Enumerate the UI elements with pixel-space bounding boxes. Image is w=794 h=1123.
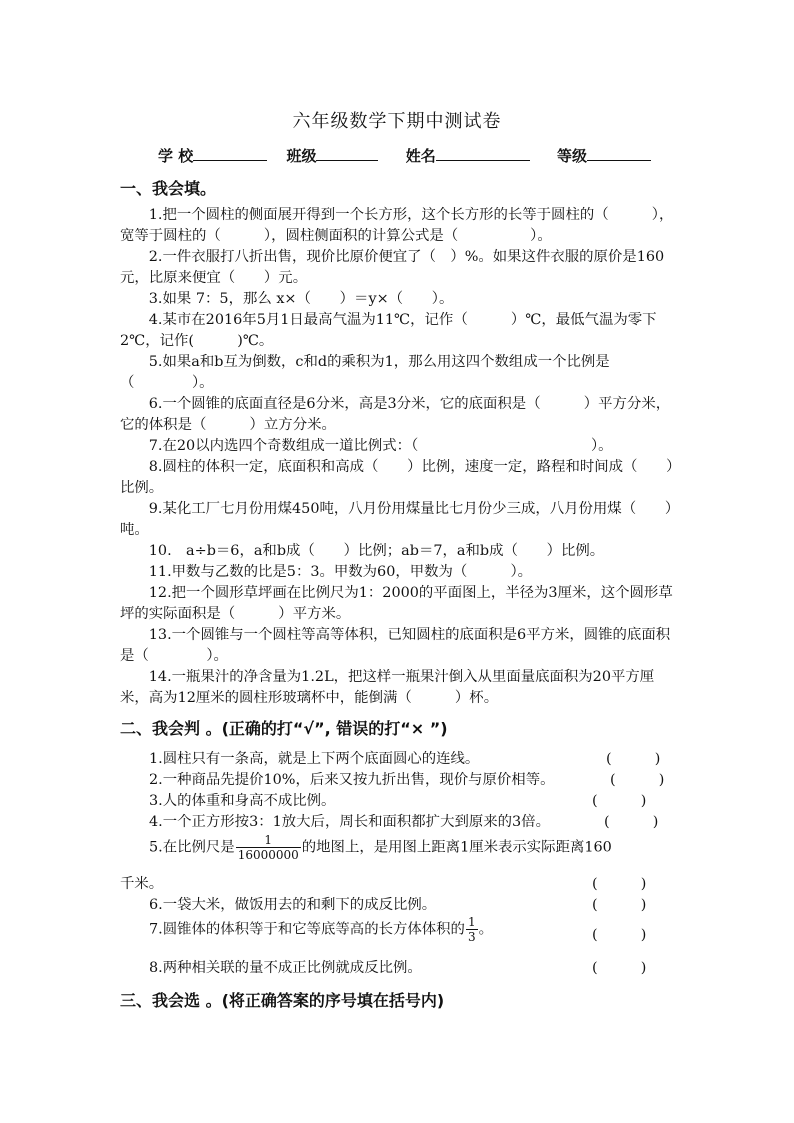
question-4: 4.某市在2016年5月1日最高气温为11℃，记作（ ）℃，最低气温为零下2℃，记作( )℃。 xyxy=(120,312,657,349)
section1-questions xyxy=(120,205,676,709)
name-blank[interactable] xyxy=(436,146,530,161)
section2-heading: 二、我会判 。(正确的打“√”, 错误的打“× ”) xyxy=(120,719,448,738)
section1-heading: 一、我会填。 xyxy=(120,179,217,198)
question-2: 2.一件衣服打八折出售，现价比原价便宜了（ ）%。如果这件衣服的原价是160元，比原来便宜（ ）元。 xyxy=(120,249,665,286)
question-10: 10. a÷b＝6，a和b成（ ）比例；ab＝7，a和b成（ ）比例。 xyxy=(120,543,605,559)
class-label: 班级 xyxy=(286,147,317,165)
judge-5-pre: 5.在比例尺是 xyxy=(149,839,235,856)
judge-5-answer[interactable]: ( ) xyxy=(592,876,647,892)
judge-7-text xyxy=(149,915,493,944)
third-denominator: 3 xyxy=(467,930,476,944)
third-numerator: 1 xyxy=(467,915,476,929)
judge-5-text xyxy=(149,833,612,862)
judge-8-text: 8.两种相关联的量不成正比例就成反比例。 xyxy=(149,960,422,976)
judge-6-text: 6.一袋大米，做饭用去的和剩下的成反比例。 xyxy=(149,897,437,913)
question-6: 6.一个圆锥的底面直径是6分米，高是3分米，它的底面积是（ ）平方分米，它的体积是（ ）立方分米。 xyxy=(120,396,671,433)
judge-4-answer[interactable]: ( ) xyxy=(604,814,659,830)
judge-6-answer[interactable]: ( ) xyxy=(592,897,647,913)
judge-2-answer[interactable]: ( ) xyxy=(610,772,665,788)
page-title: 六年级数学下期中测试卷 xyxy=(292,111,502,132)
scale-fraction xyxy=(236,833,301,862)
judge-5-cont: 千米。 xyxy=(120,876,164,892)
student-info-row xyxy=(158,145,651,166)
question-13: 13.一个圆锥与一个圆柱等高等体积，已知圆柱的底面积是6平方米，圆锥的底面积是（ ）。 xyxy=(120,627,671,664)
question-11: 11.甲数与乙数的比是5：3。甲数为60，甲数为（ ）。 xyxy=(120,564,533,580)
name-label: 姓名 xyxy=(405,147,436,165)
judge-item-8 xyxy=(120,956,680,980)
judge-1-answer[interactable]: ( ) xyxy=(606,751,661,767)
question-12: 12.把一个圆形草坪画在比例尺为1：2000的平面图上，半径为3厘米，这个圆形草坪的实际面积是（ ）平方米。 xyxy=(120,585,673,622)
question-9: 9.某化工厂七月份用煤450吨，八月份用煤量比七月份少三成，八月份用煤（ ）吨。 xyxy=(120,501,673,538)
judge-item-6 xyxy=(120,893,680,917)
question-5: 5.如果a和b互为倒数，c和d的乘积为1，那么用这四个数组成一个比例是（ ）。 xyxy=(120,354,610,391)
judge-3-text: 3.人的体重和身高不成比例。 xyxy=(149,793,336,809)
question-14: 14.一瓶果汁的净含量为1.2L，把这样一瓶果汁倒入从里面量底面积为20平方厘米，高为12厘米的圆柱形玻璃杯中，能倒满（ ）杯。 xyxy=(120,669,655,706)
judge-7-pre: 7.圆锥体的体积等于和它等底等高的长方体体积的 xyxy=(149,921,465,938)
scale-denominator: 16000000 xyxy=(237,848,299,862)
judge-4-text: 4.一个正方形按3：1放大后，周长和面积都扩大到原来的3倍。 xyxy=(149,814,550,830)
judge-5-post: 的地图上，是用图上距离1厘米表示实际距离160 xyxy=(301,839,612,856)
class-blank[interactable] xyxy=(316,146,378,161)
question-3: 3.如果 7：5，那么 x×（ ）＝y×（ ）。 xyxy=(120,291,454,307)
school-label: 学 校 xyxy=(158,147,194,165)
section3-heading: 三、我会选 。(将正确答案的序号填在括号内) xyxy=(120,991,445,1010)
judge-item-5 xyxy=(120,833,680,867)
judge-item-4 xyxy=(120,810,680,834)
school-blank[interactable] xyxy=(193,146,267,161)
grade-blank[interactable] xyxy=(587,146,651,161)
one-third-fraction xyxy=(466,915,478,944)
judge-8-answer[interactable]: ( ) xyxy=(592,960,647,976)
judge-item-7 xyxy=(120,915,680,949)
judge-7-answer[interactable]: ( ) xyxy=(592,927,647,943)
judge-7-post: 。 xyxy=(478,921,493,938)
judge-3-answer[interactable]: ( ) xyxy=(592,793,647,809)
judge-2-text: 2.一种商品先提价10%，后来又按九折出售，现价与原价相等。 xyxy=(149,772,555,788)
grade-label: 等级 xyxy=(556,147,587,165)
question-1: 1.把一个圆柱的侧面展开得到一个长方形，这个长方形的长等于圆柱的（ ），宽等于圆柱的（ ），圆柱侧面积的计算公式是（ ）。 xyxy=(120,207,674,244)
question-7: 7.在20以内选四个奇数组成一道比例式：（ ）。 xyxy=(120,438,613,454)
judge-1-text: 1.圆柱只有一条高，就是上下两个底面圆心的连线。 xyxy=(149,751,480,767)
scale-numerator: 1 xyxy=(236,833,301,848)
question-8: 8.圆柱的体积一定，底面积和高成（ ）比例，速度一定，路程和时间成（ ）比例。 xyxy=(120,459,674,496)
